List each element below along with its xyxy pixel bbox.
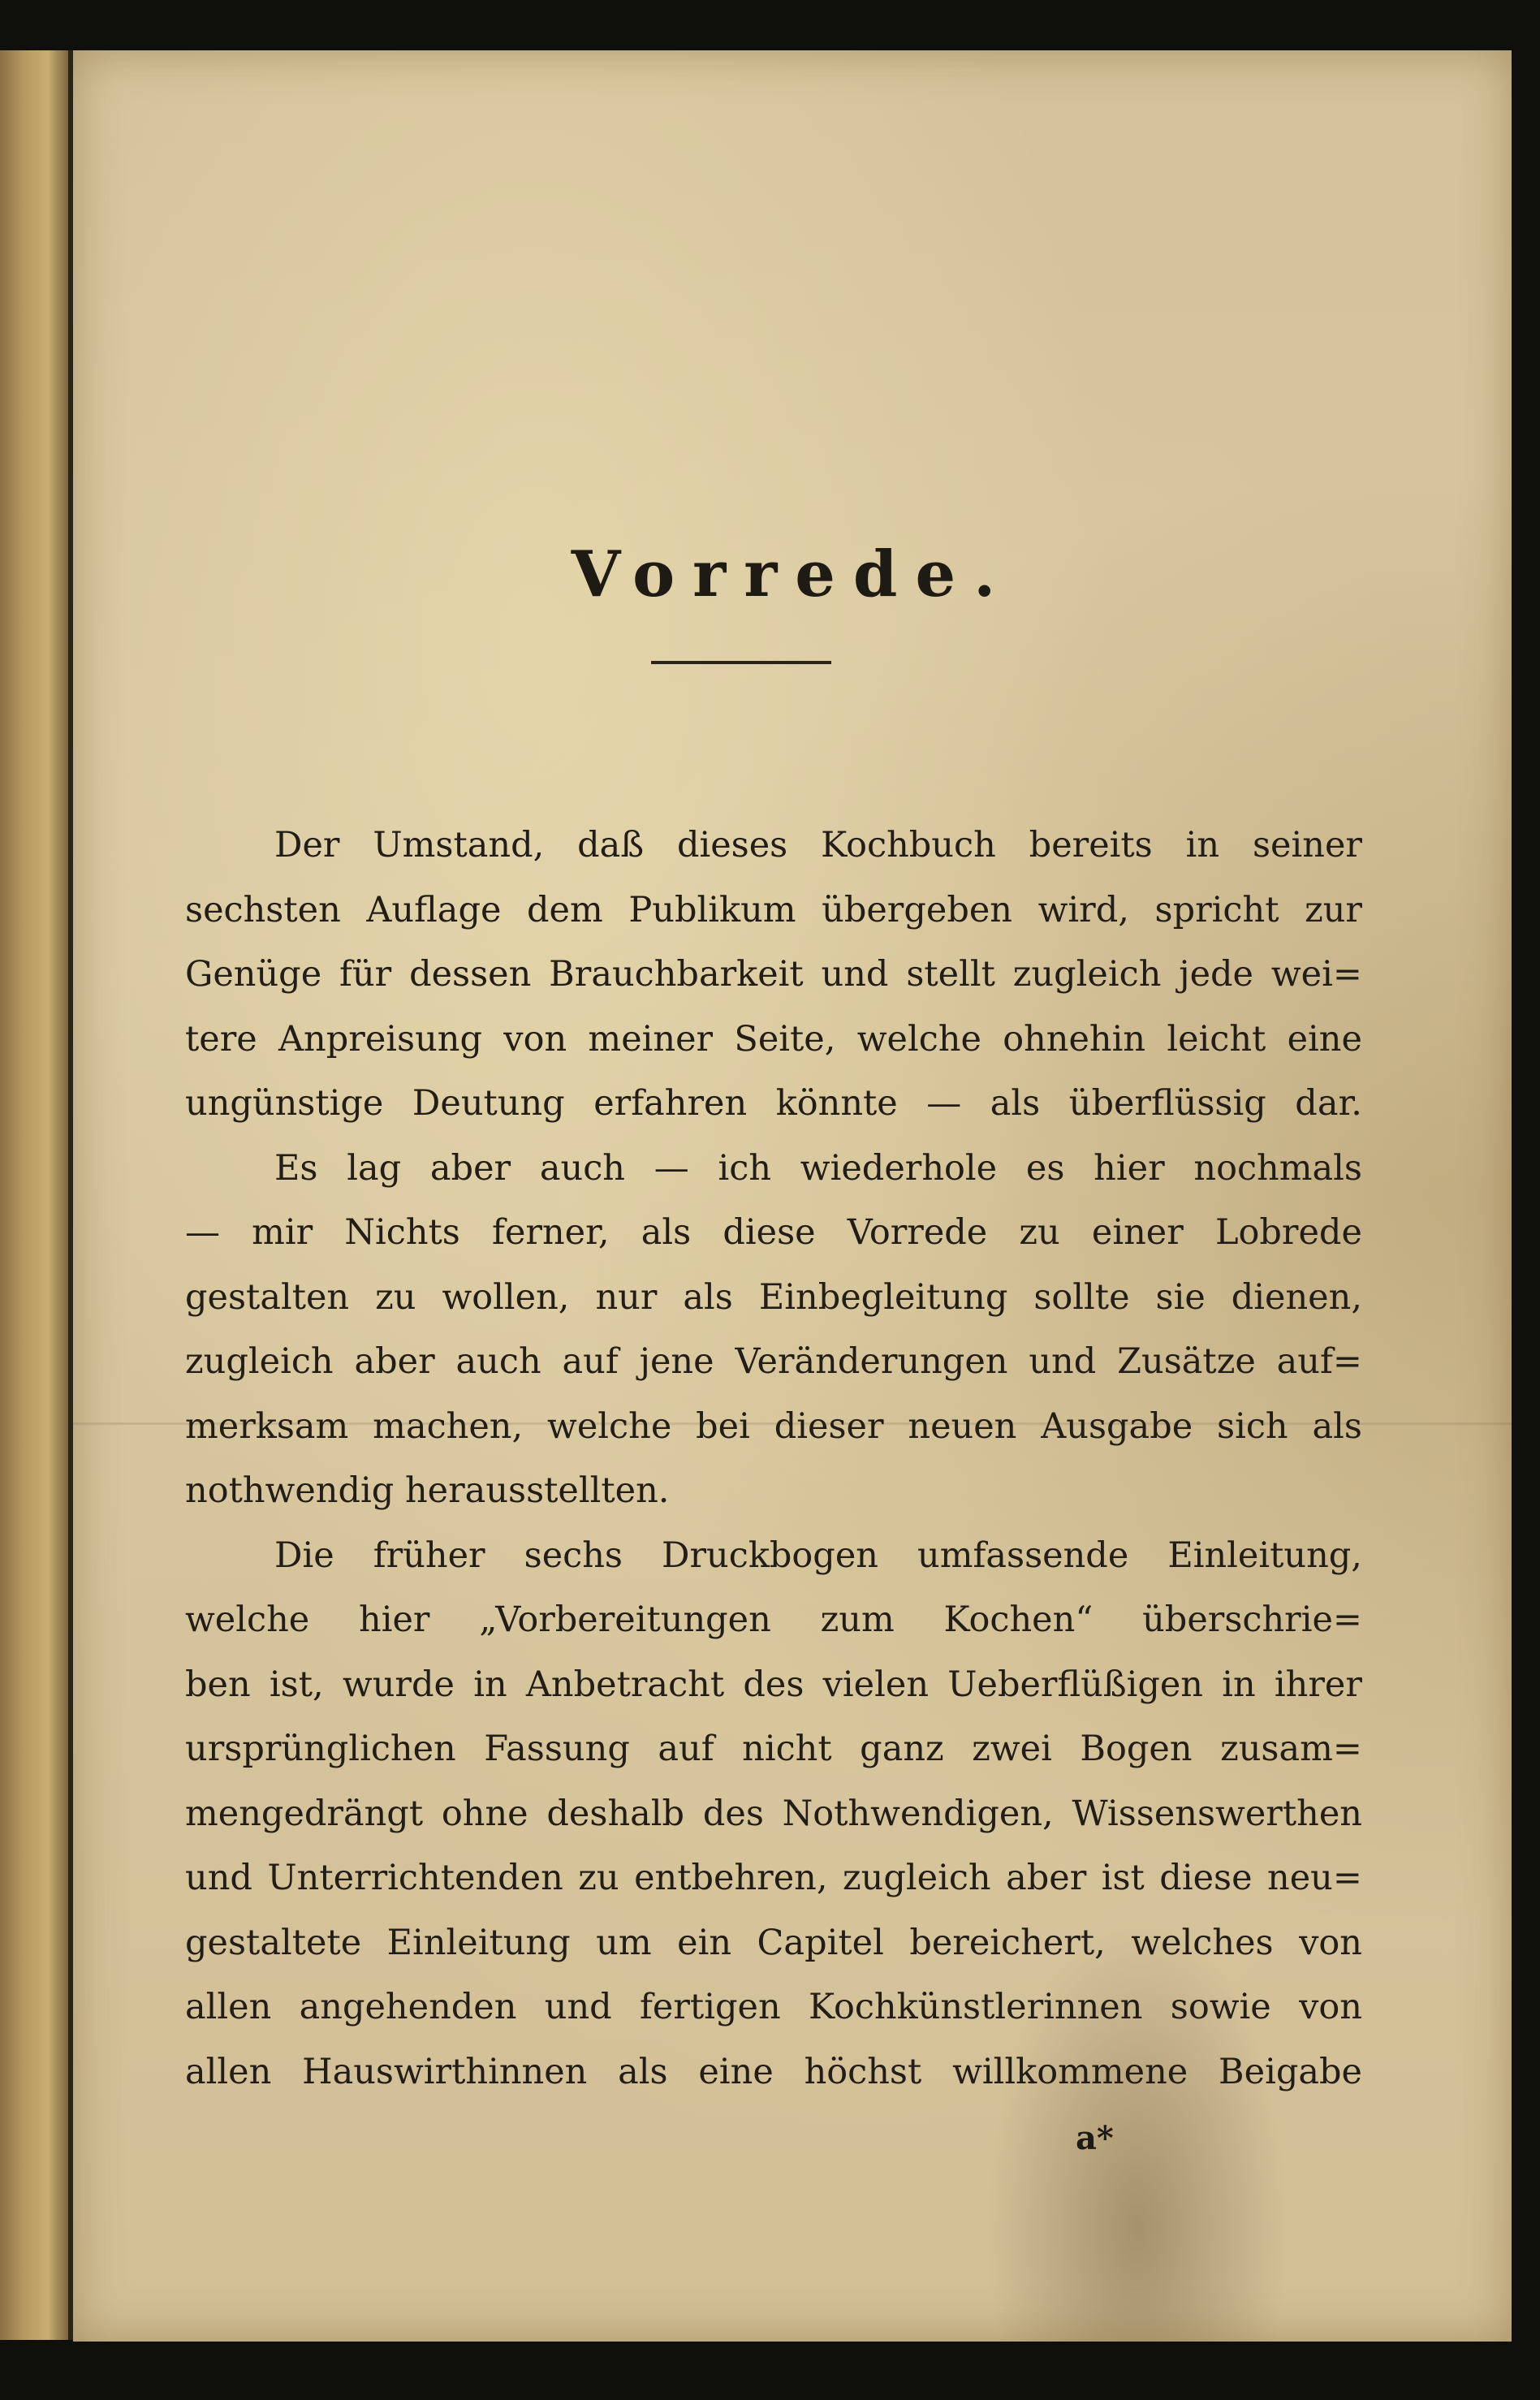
text-line: Die früher sechs Druckbogen umfassende Einleitung, <box>274 1535 1362 1576</box>
text-line: Der Umstand, daß dieses Kochbuch bereits in seiner <box>274 825 1362 865</box>
text-line: sechsten Auflage dem Publikum übergeben wird, spricht zur <box>185 889 1362 930</box>
text-line: allen Hauswirthinnen als eine höchst willkommene Beigabe <box>185 2051 1362 2092</box>
text-line: nothwendig herausstellten. <box>185 1470 670 1511</box>
text-line: ben ist, wurde in Anbetracht des vielen Ueberflüßigen in ihrer <box>185 1664 1362 1705</box>
text-line: und Unterrichtenden zu entbehren, zugleich aber ist diese neu= <box>185 1858 1362 1898</box>
text-line: Genüge für dessen Brauchbarkeit und stellt zugleich jede wei= <box>185 954 1362 995</box>
title-rule <box>651 661 831 664</box>
body-text <box>185 814 1362 2104</box>
page-sheet <box>73 50 1512 2342</box>
page-title: Vorrede. <box>571 537 1014 611</box>
text-line: merksam machen, welche bei dieser neuen Ausgabe sich als <box>185 1405 1362 1447</box>
previous-page-edge <box>0 50 68 2340</box>
text-line: gestaltete Einleitung um ein Capitel bereichert, welches von <box>185 1922 1362 1963</box>
text-line: mengedrängt ohne deshalb des Nothwendigen, Wissenswerthen <box>185 1793 1362 1834</box>
text-line: ursprünglichen Fassung auf nicht ganz zwei Bogen zusam= <box>185 1729 1362 1769</box>
text-line: gestalten zu wollen, nur als Einbegleitung sollte sie dienen, <box>185 1276 1362 1318</box>
text-line: zugleich aber auch auf jene Veränderungen und Zusätze auf= <box>185 1341 1362 1382</box>
text-line: tere Anpreisung von meiner Seite, welche ohnehin leicht eine <box>185 1018 1362 1060</box>
text-line: — mir Nichts ferner, als diese Vorrede zu einer Lobrede <box>185 1212 1362 1253</box>
signature-mark: a* <box>1076 2119 1114 2157</box>
text-line: welche hier „Vorbereitungen zum Kochen“ überschrie= <box>185 1599 1362 1640</box>
text-line: allen angehenden und fertigen Kochkünstlerinnen sowie von <box>185 1987 1362 2027</box>
text-line: ungünstige Deutung erfahren könnte — als überflüssig dar. <box>185 1083 1362 1124</box>
text-line: Es lag aber auch — ich wiederhole es hier nochmals <box>274 1147 1362 1189</box>
